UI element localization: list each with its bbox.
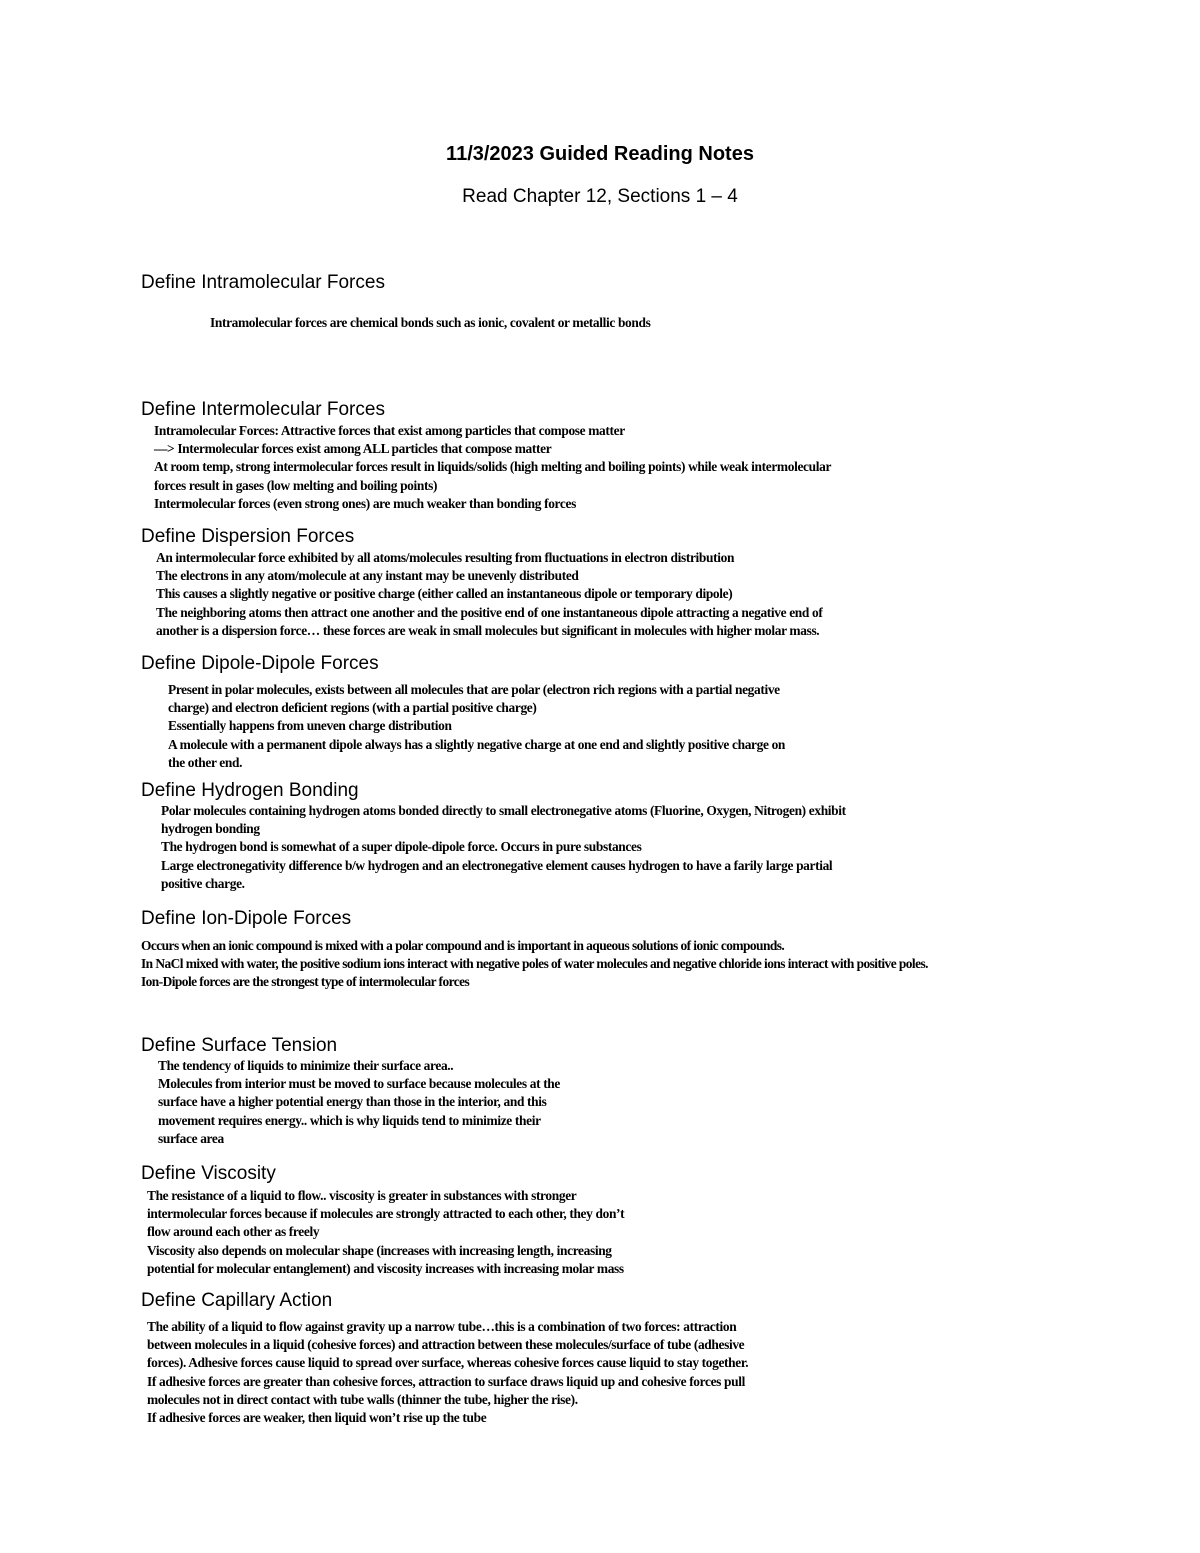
note-line: Intermolecular forces (even strong ones) are much weaker than bonding forces: [154, 495, 576, 511]
note-line: surface have a higher potential energy than those in the interior, and this: [158, 1094, 547, 1110]
note-line: surface area: [158, 1130, 224, 1146]
heading-suffix: molecular Forces: [239, 399, 385, 420]
note-line: hydrogen bonding: [161, 821, 260, 837]
dipole-dipole-forces-notes: [168, 681, 785, 772]
note-line: intermolecular forces because if molecules are strongly attracted to each other, they don’t: [147, 1206, 625, 1222]
surface-tension-notes: [158, 1057, 560, 1148]
note-line: The tendency of liquids to minimize their surface area..: [158, 1058, 454, 1073]
intramolecular-forces-notes: [210, 314, 650, 332]
note-line: The neighboring atoms then attract one another and the positive end of one instantaneous dipole attracting a negative end of: [156, 604, 823, 620]
heading-prefix: Define: [141, 272, 202, 293]
note-line: forces result in gases (low melting and boiling points): [154, 477, 438, 493]
note-line: Intramolecular forces are chemical bonds such as ionic, covalent or metallic bonds: [210, 315, 651, 330]
note-line: The ability of a liquid to flow against gravity up a narrow tube…this is a combination of two forces: attraction: [147, 1319, 737, 1334]
note-line: Molecules from interior must be moved to surface because molecules at the: [158, 1076, 560, 1092]
intermolecular-forces-notes: [154, 422, 831, 513]
note-line: If adhesive forces are weaker, then liquid won’t rise up the tube: [147, 1409, 487, 1425]
heading-dispersion-forces: Define Dispersion Forces: [141, 526, 355, 547]
note-line: A molecule with a permanent dipole always has a slightly negative charge at one end and slightly positive charge on: [168, 736, 786, 752]
ion-dipole-forces-notes: [141, 937, 928, 992]
heading-viscosity: Define Viscosity: [141, 1163, 276, 1184]
heading-ion-dipole-forces: Define Ion-Dipole Forces: [141, 908, 352, 929]
note-line: potential for molecular entanglement) and viscosity increases with increasing molar mass: [147, 1260, 624, 1276]
heading-emphasis: Inter: [201, 399, 240, 420]
note-line: Viscosity also depends on molecular shape (increases with increasing length, increasing: [147, 1242, 612, 1258]
note-line: movement requires energy.. which is why liquids tend to minimize their: [158, 1112, 541, 1128]
document-title: 11/3/2023 Guided Reading Notes: [446, 143, 754, 165]
note-line: In NaCl mixed with water, the positive sodium ions interact with negative poles of water molecules and negative chloride ions interact with positive poles.: [141, 956, 928, 972]
dispersion-forces-notes: [156, 549, 822, 640]
heading-intermolecular-forces: [141, 398, 385, 422]
heading-suffix: molecular Forces: [239, 272, 385, 293]
note-line: molecules not in direct contact with tube walls (thinner the tube, higher the rise).: [147, 1391, 578, 1407]
note-line: Essentially happens from uneven charge distribution: [168, 718, 452, 734]
note-line: between molecules in a liquid (cohesive forces) and attraction between these molecules/surface of tube (adhesive: [147, 1337, 745, 1353]
note-line: positive charge.: [161, 875, 245, 891]
note-line: Ion-Dipole forces are the strongest type of intermolecular forces: [141, 974, 470, 990]
note-line: The electrons in any atom/molecule at any instant may be unevenly distributed: [156, 568, 579, 584]
heading-hydrogen-bonding: Define Hydrogen Bonding: [141, 780, 359, 801]
viscosity-notes: [147, 1187, 624, 1278]
note-line: another is a dispersion force… these forces are weak in small molecules but significant in molecules with higher molar mass.: [156, 622, 820, 638]
document-subtitle: Read Chapter 12, Sections 1 – 4: [462, 186, 738, 207]
note-line: flow around each other as freely: [147, 1224, 320, 1240]
note-line: —> Intermolecular forces exist among ALL particles that compose matter: [154, 441, 552, 457]
note-line: charge) and electron deficient regions (with a partial positive charge): [168, 700, 537, 716]
heading-intramolecular-forces: [141, 271, 385, 295]
note-line: Large electronegativity difference b/w hydrogen and an electronegative element causes hydrogen to have a farily large partial: [161, 857, 833, 873]
heading-prefix: Define: [141, 399, 202, 420]
hydrogen-bonding-notes: [161, 802, 846, 893]
note-line: Polar molecules containing hydrogen atoms bonded directly to small electronegative atoms (Fluorine, Oxygen, Nitrogen) exhibit: [161, 803, 846, 818]
heading-capillary-action: Define Capillary Action: [141, 1290, 333, 1311]
note-line: This causes a slightly negative or positive charge (either called an instantaneous dipole or temporary dipole): [156, 586, 733, 602]
note-line: Occurs when an ionic compound is mixed with a polar compound and is important in aqueous solutions of ionic compounds.: [141, 938, 785, 953]
note-line: If adhesive forces are greater than cohesive forces, attraction to surface draws liquid up and cohesive forces pull: [147, 1373, 745, 1389]
heading-surface-tension: Define Surface Tension: [141, 1035, 338, 1056]
note-line: Intramolecular Forces: Attractive forces that exist among particles that compose matter: [154, 423, 625, 438]
note-line: the other end.: [168, 754, 243, 770]
heading-emphasis: Intra: [201, 272, 240, 293]
note-line: forces). Adhesive forces cause liquid to spread over surface, whereas cohesive forces cause liquid to stay together.: [147, 1355, 749, 1371]
note-line: At room temp, strong intermolecular forces result in liquids/solids (high melting and boiling points) while weak intermolecular: [154, 459, 832, 475]
heading-dipole-dipole-forces: Define Dipole-Dipole Forces: [141, 653, 379, 674]
note-line: The resistance of a liquid to flow.. viscosity is greater in substances with stronger: [147, 1188, 577, 1203]
note-line: Present in polar molecules, exists between all molecules that are polar (electron rich regions with a partial negative: [168, 682, 780, 697]
note-line: An intermolecular force exhibited by all atoms/molecules resulting from fluctuations in electron distribution: [156, 550, 735, 565]
capillary-action-notes: [147, 1318, 748, 1427]
note-line: The hydrogen bond is somewhat of a super dipole-dipole force. Occurs in pure substances: [161, 839, 642, 855]
